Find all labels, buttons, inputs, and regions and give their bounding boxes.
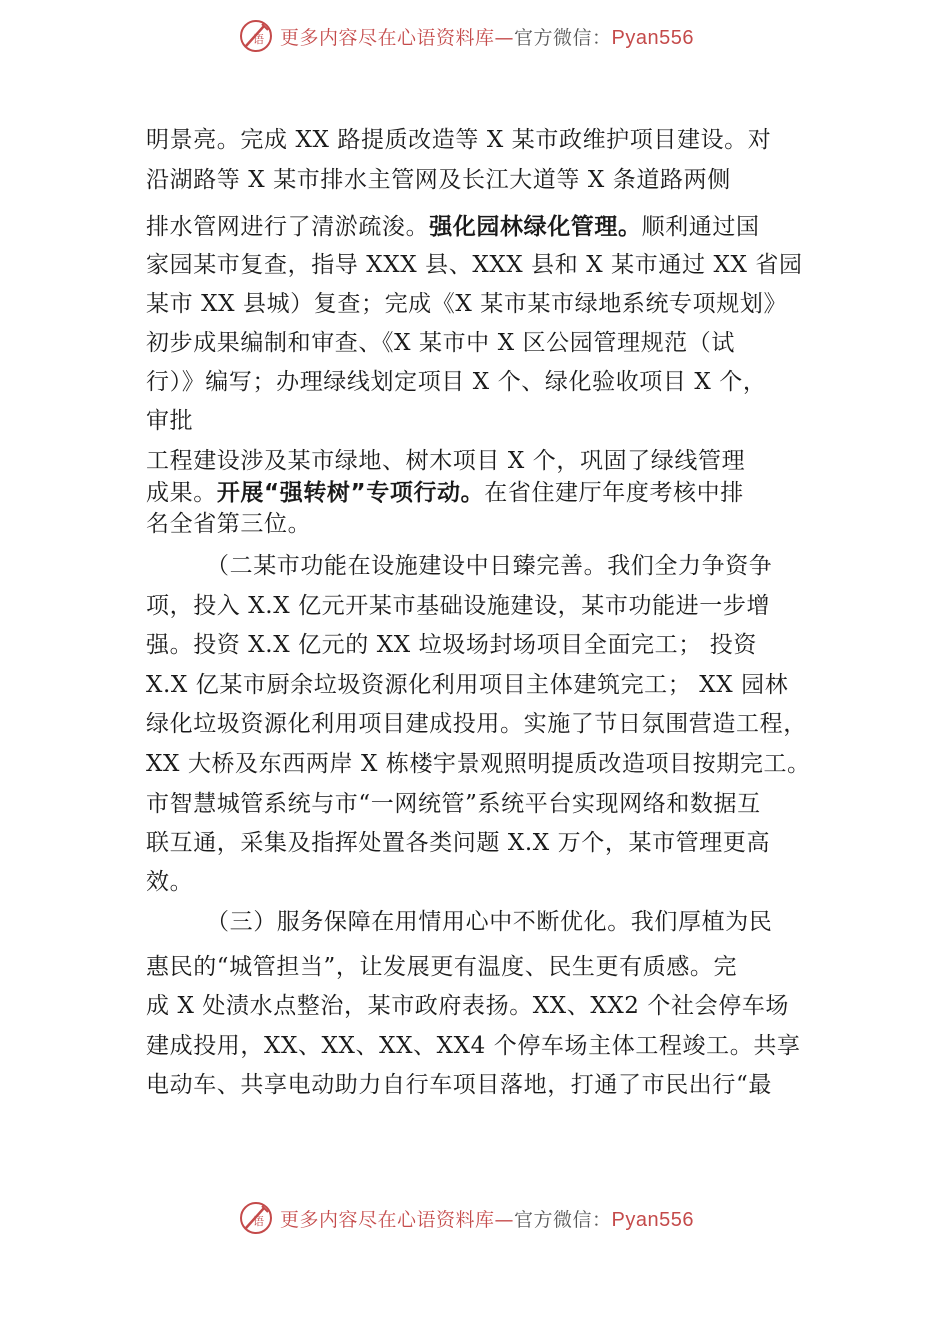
footer-wechat-id: Pyan556 bbox=[611, 1208, 694, 1231]
text-line: XX 大桥及东西两岸 X 栋楼宇景观照明提质改造项目按期完工。 bbox=[146, 751, 811, 777]
text-span: 成果。 bbox=[146, 480, 217, 506]
text-line: 绿化垃圾资源化利用项目建成投用。实施了节日氛围营造工程， bbox=[146, 711, 807, 737]
brand-logo-icon bbox=[238, 1200, 274, 1236]
text-line: 建成投用，XX、XX、XX、XX4 个停车场主体工程竣工。共享 bbox=[146, 1033, 801, 1059]
text-line: （三）服务保障在用情用心中不断优化。我们厚植为民 bbox=[206, 909, 773, 935]
text-line: 效。 bbox=[146, 869, 194, 895]
text-line: 初步成果编制和审查、《X 某市中 X 区公园管理规范（试 bbox=[146, 330, 735, 356]
text-line: （二某市功能在设施建设中日臻完善。我们全力争资争 bbox=[206, 553, 773, 579]
text-line: 审批 bbox=[146, 408, 194, 434]
brand-logo-icon bbox=[238, 18, 274, 54]
text-line: 沿湖路等 X 某市排水主管网及长江大道等 X 条道路两侧 bbox=[146, 167, 731, 193]
text-span: 顺利通过国 bbox=[641, 214, 760, 240]
footer-brand: 更多内容尽在心语资料库 bbox=[280, 1208, 495, 1231]
footer-separator: — bbox=[494, 1208, 515, 1231]
text-line: 项，投入 X.X 亿元开某市基础设施建设，某市功能进一步增 bbox=[146, 593, 771, 619]
footer-text bbox=[280, 1205, 694, 1232]
text-line: 明景亮。完成 XX 路提质改造等 X 某市政维护项目建设。对 bbox=[146, 127, 772, 153]
logo-glyph: 语 bbox=[253, 1215, 264, 1228]
text-line: 电动车、共享电动助力自行车项目落地，打通了市民出行“最 bbox=[146, 1072, 772, 1098]
header-brand: 更多内容尽在心语资料库 bbox=[280, 26, 495, 49]
header-wechat-label: 官方微信： bbox=[514, 26, 612, 49]
bold-heading: 开展“强转树”专项行动。 bbox=[216, 480, 485, 506]
text-line: 联互通，采集及指挥处置各类问题 X.X 万个，某市管理更高 bbox=[146, 830, 771, 856]
footer-wechat-label: 官方微信： bbox=[514, 1208, 612, 1231]
header-banner bbox=[238, 16, 694, 56]
text-line: 强。投资 X.X 亿元的 XX 垃圾场封场项目全面完工； 投资 bbox=[146, 632, 757, 658]
text-line bbox=[146, 212, 760, 242]
logo-glyph: 语 bbox=[253, 33, 264, 46]
header-wechat-id: Pyan556 bbox=[611, 26, 694, 49]
text-line: 行）》编写；办理绿线划定项目 X 个、绿化验收项目 X 个， bbox=[146, 369, 767, 395]
text-line: 名全省第三位。 bbox=[146, 511, 312, 537]
text-line: 家园某市复查，指导 XXX 县、XXX 县和 X 某市通过 XX 省园 bbox=[146, 252, 803, 278]
text-line: 成 X 处渍水点整治，某市政府表扬。XX、XX2 个社会停车场 bbox=[146, 993, 790, 1019]
header-separator: — bbox=[494, 26, 515, 49]
text-span: 排水管网进行了清淤疏浚。 bbox=[146, 214, 430, 240]
text-line: 某市 XX 县城）复查；完成《X 某市某市绿地系统专项规划》 bbox=[146, 291, 788, 317]
text-line: 工程建设涉及某市绿地、树木项目 X 个，巩固了绿线管理 bbox=[146, 448, 746, 474]
bold-heading: 强化园林绿化管理。 bbox=[429, 214, 642, 240]
text-line bbox=[146, 478, 744, 508]
text-span: 在省住建厅年度考核中排 bbox=[484, 480, 744, 506]
text-line: X.X 亿某市厨余垃圾资源化利用项目主体建筑完工； XX 园林 bbox=[146, 672, 789, 698]
text-line: 惠民的“城管担当”，让发展更有温度、民生更有质感。完 bbox=[146, 954, 738, 980]
text-line: 市智慧城管系统与市“一网统管”系统平台实现网络和数据互 bbox=[146, 791, 761, 817]
header-text bbox=[280, 23, 694, 50]
footer-banner bbox=[238, 1198, 694, 1238]
